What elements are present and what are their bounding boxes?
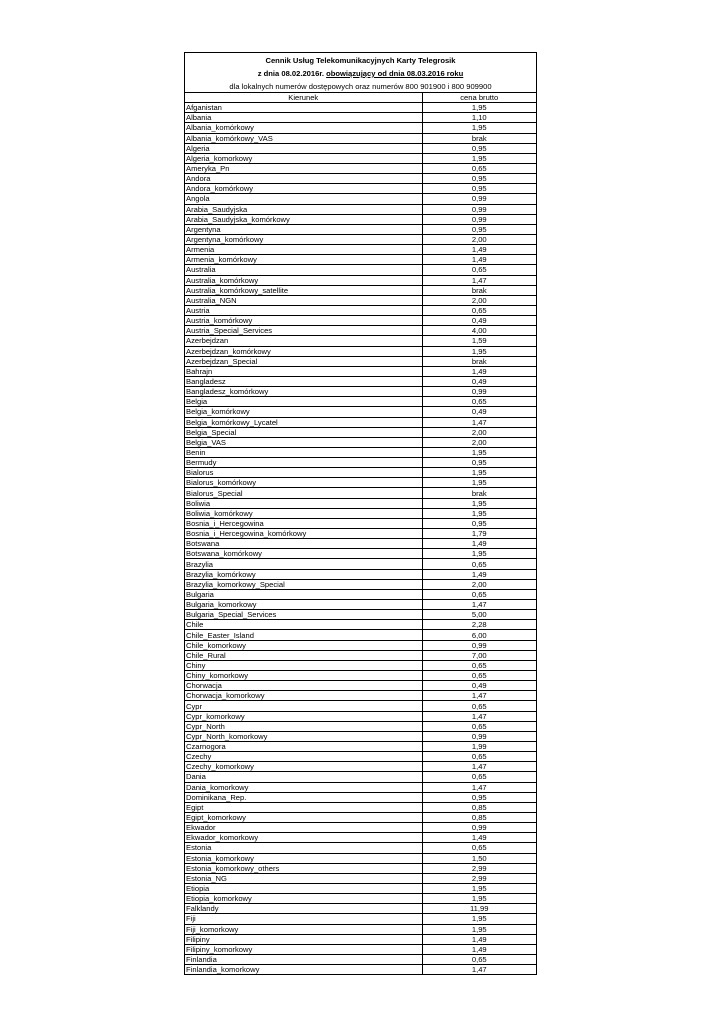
direction-cell: Algeria_komorkowy: [185, 153, 422, 163]
table-row: [185, 336, 536, 346]
direction-cell: Azerbejdzan_Special: [185, 356, 422, 366]
price-cell: 0,65: [422, 589, 536, 599]
table-row: [185, 397, 536, 407]
direction-cell: Arabia_Saudyjska: [185, 204, 422, 214]
direction-cell: Falklandy: [185, 904, 422, 914]
table-row: [185, 468, 536, 478]
price-cell: 1,47: [422, 711, 536, 721]
table-row: [185, 143, 536, 153]
price-cell: 0,65: [422, 559, 536, 569]
table-row: [185, 924, 536, 934]
direction-cell: Bosnia_i_Hercegowina_komórkowy: [185, 529, 422, 539]
price-cell: 2,00: [422, 579, 536, 589]
table-row: [185, 691, 536, 701]
direction-cell: Arabia_Saudyjska_komórkowy: [185, 214, 422, 224]
price-cell: 2,00: [422, 427, 536, 437]
direction-cell: Egipt_komorkowy: [185, 812, 422, 822]
document-title: Cennik Usług Telekomunikacyjnych Karty Telegrosik: [265, 56, 456, 65]
direction-cell: Australia_NGN: [185, 295, 422, 305]
table-row: [185, 478, 536, 488]
price-cell: 0,49: [422, 316, 536, 326]
price-cell: 1,95: [422, 549, 536, 559]
table-row: [185, 447, 536, 457]
table-row: [185, 965, 536, 975]
table-row: [185, 944, 536, 954]
table-row: [185, 823, 536, 833]
direction-cell: Chorwacja: [185, 681, 422, 691]
price-cell: 1,95: [422, 883, 536, 893]
table-row: [185, 103, 536, 113]
effective-date: obowiązujący od dnia 08.03.2016 roku: [326, 69, 464, 78]
table-row: [185, 153, 536, 163]
direction-cell: Ameryka_Pn: [185, 163, 422, 173]
price-cell: 1,59: [422, 336, 536, 346]
direction-cell: Boliwia_komórkowy: [185, 508, 422, 518]
direction-cell: Estonia_komorkowy: [185, 853, 422, 863]
table-row: [185, 518, 536, 528]
document-subtitle: dla lokalnych numerów dostępowych oraz numerów 800 901900 i 800 909900: [185, 79, 536, 93]
price-cell: 4,00: [422, 326, 536, 336]
table-row: [185, 508, 536, 518]
price-cell: 0,99: [422, 194, 536, 204]
table-row: [185, 853, 536, 863]
price-cell: 0,99: [422, 640, 536, 650]
direction-cell: Czechy: [185, 752, 422, 762]
table-row: [185, 630, 536, 640]
table-row: [185, 316, 536, 326]
table-row: [185, 640, 536, 650]
table-row: [185, 772, 536, 782]
price-cell: 0,95: [422, 518, 536, 528]
table-row: [185, 620, 536, 630]
price-table-body: [185, 103, 536, 975]
price-cell: 11,99: [422, 904, 536, 914]
table-row: [185, 610, 536, 620]
table-row: [185, 954, 536, 964]
direction-cell: Etiopia: [185, 883, 422, 893]
direction-cell: Estonia_komorkowy_others: [185, 863, 422, 873]
price-cell: 1,95: [422, 153, 536, 163]
price-cell: 0,95: [422, 792, 536, 802]
price-cell: 0,65: [422, 843, 536, 853]
price-cell: 0,65: [422, 954, 536, 964]
table-row: [185, 904, 536, 914]
direction-cell: Filipiny_komorkowy: [185, 944, 422, 954]
table-row: [185, 458, 536, 468]
table-row: [185, 559, 536, 569]
direction-cell: Australia_komórkowy: [185, 275, 422, 285]
table-row: [185, 326, 536, 336]
table-row: [185, 204, 536, 214]
direction-cell: Dania_komorkowy: [185, 782, 422, 792]
direction-cell: Cypr_North: [185, 721, 422, 731]
table-row: [185, 934, 536, 944]
direction-cell: Estonia: [185, 843, 422, 853]
price-cell: 1,49: [422, 245, 536, 255]
table-row: [185, 245, 536, 255]
price-cell: 1,47: [422, 762, 536, 772]
price-cell: 0,65: [422, 721, 536, 731]
price-cell: 1,47: [422, 691, 536, 701]
table-row: [185, 234, 536, 244]
price-cell: 1,95: [422, 914, 536, 924]
direction-cell: Belgia_VAS: [185, 437, 422, 447]
price-cell: 0,65: [422, 265, 536, 275]
price-cell: brak: [422, 133, 536, 143]
price-cell: 0,95: [422, 143, 536, 153]
direction-cell: Azerbejdzan: [185, 336, 422, 346]
price-cell: 2,00: [422, 295, 536, 305]
price-cell: 1,47: [422, 965, 536, 975]
table-row: [185, 184, 536, 194]
table-row: [185, 224, 536, 234]
price-cell: 1,49: [422, 833, 536, 843]
table-row: [185, 569, 536, 579]
direction-cell: Bialorus_Special: [185, 488, 422, 498]
direction-cell: Cypr: [185, 701, 422, 711]
direction-cell: Cypr_North_komorkowy: [185, 731, 422, 741]
table-row: [185, 843, 536, 853]
price-cell: 0,65: [422, 660, 536, 670]
price-cell: 1,95: [422, 447, 536, 457]
direction-cell: Brazylia_komorkowy_Special: [185, 579, 422, 589]
price-cell: 0,65: [422, 163, 536, 173]
price-cell: 1,10: [422, 113, 536, 123]
table-row: [185, 671, 536, 681]
table-row: [185, 488, 536, 498]
direction-cell: Bulgaria_komorkowy: [185, 600, 422, 610]
direction-cell: Algeria: [185, 143, 422, 153]
direction-cell: Estonia_NG: [185, 873, 422, 883]
price-cell: 1,79: [422, 529, 536, 539]
table-row: [185, 731, 536, 741]
direction-cell: Austria_komórkowy: [185, 316, 422, 326]
table-row: [185, 549, 536, 559]
table-row: [185, 752, 536, 762]
direction-cell: Andora_komórkowy: [185, 184, 422, 194]
direction-cell: Czechy_komorkowy: [185, 762, 422, 772]
price-cell: 0,95: [422, 458, 536, 468]
table-row: [185, 660, 536, 670]
direction-cell: Albania: [185, 113, 422, 123]
direction-cell: Bahrajn: [185, 366, 422, 376]
price-cell: 2,00: [422, 437, 536, 447]
table-row: [185, 579, 536, 589]
table-row: [185, 387, 536, 397]
price-cell: 0,99: [422, 214, 536, 224]
direction-cell: Fiji_komorkowy: [185, 924, 422, 934]
price-cell: 0,49: [422, 376, 536, 386]
direction-cell: Ekwador: [185, 823, 422, 833]
table-row: [185, 812, 536, 822]
price-cell: 1,49: [422, 944, 536, 954]
direction-cell: Azerbejdzan_komórkowy: [185, 346, 422, 356]
price-cell: 0,95: [422, 224, 536, 234]
table-row: [185, 376, 536, 386]
direction-cell: Belgia_Special: [185, 427, 422, 437]
direction-cell: Afganistan: [185, 103, 422, 113]
direction-cell: Argentyna_komórkowy: [185, 234, 422, 244]
table-row: [185, 255, 536, 265]
direction-cell: Bangladesz: [185, 376, 422, 386]
direction-cell: Bialorus: [185, 468, 422, 478]
direction-cell: Chiny_komorkowy: [185, 671, 422, 681]
price-cell: 1,49: [422, 255, 536, 265]
direction-cell: Argentyna: [185, 224, 422, 234]
direction-cell: Belgia: [185, 397, 422, 407]
price-cell: 1,95: [422, 123, 536, 133]
price-cell: 1,47: [422, 417, 536, 427]
price-cell: 1,47: [422, 275, 536, 285]
table-row: [185, 742, 536, 752]
direction-cell: Chile_Easter_Island: [185, 630, 422, 640]
table-row: [185, 762, 536, 772]
direction-cell: Dominikana_Rep.: [185, 792, 422, 802]
table-row: [185, 894, 536, 904]
table-row: [185, 721, 536, 731]
direction-cell: Austria: [185, 305, 422, 315]
price-cell: 1,95: [422, 508, 536, 518]
price-cell: 0,65: [422, 701, 536, 711]
table-row: [185, 174, 536, 184]
direction-cell: Czarnogora: [185, 742, 422, 752]
price-cell: 1,49: [422, 934, 536, 944]
price-cell: 0,99: [422, 823, 536, 833]
price-cell: 1,99: [422, 742, 536, 752]
direction-cell: Benin: [185, 447, 422, 457]
direction-cell: Etiopia_komorkowy: [185, 894, 422, 904]
table-row: [185, 498, 536, 508]
direction-cell: Finlandia_komorkowy: [185, 965, 422, 975]
table-row: [185, 295, 536, 305]
direction-cell: Bulgaria_Special_Services: [185, 610, 422, 620]
direction-cell: Chile_Rural: [185, 650, 422, 660]
table-row: [185, 539, 536, 549]
price-cell: 0,49: [422, 681, 536, 691]
price-cell: 1,47: [422, 782, 536, 792]
table-row: [185, 194, 536, 204]
price-cell: 6,00: [422, 630, 536, 640]
direction-cell: Chile_komorkowy: [185, 640, 422, 650]
table-row: [185, 650, 536, 660]
table-row: [185, 417, 536, 427]
price-list-sheet: [184, 52, 537, 975]
table-row: [185, 802, 536, 812]
price-cell: 0,65: [422, 397, 536, 407]
direction-cell: Bulgaria: [185, 589, 422, 599]
price-cell: 1,47: [422, 600, 536, 610]
column-header-price: cena brutto: [460, 93, 499, 103]
price-cell: 0,65: [422, 752, 536, 762]
table-row: [185, 133, 536, 143]
direction-cell: Bosnia_i_Hercegowina: [185, 518, 422, 528]
direction-cell: Filipiny: [185, 934, 422, 944]
direction-cell: Brazylia: [185, 559, 422, 569]
price-cell: 1,95: [422, 468, 536, 478]
direction-cell: Chiny: [185, 660, 422, 670]
direction-cell: Fiji: [185, 914, 422, 924]
direction-cell: Austria_Special_Services: [185, 326, 422, 336]
table-row: [185, 366, 536, 376]
table-row: [185, 782, 536, 792]
price-cell: 0,65: [422, 305, 536, 315]
table-row: [185, 285, 536, 295]
table-row: [185, 600, 536, 610]
price-cell: 2,00: [422, 234, 536, 244]
direction-cell: Belgia_komórkowy_Lycatel: [185, 417, 422, 427]
table-row: [185, 346, 536, 356]
table-row: [185, 305, 536, 315]
direction-cell: Angola: [185, 194, 422, 204]
table-row: [185, 711, 536, 721]
price-cell: 0,49: [422, 407, 536, 417]
column-header-direction: Kierunek: [185, 93, 422, 103]
price-cell: 1,50: [422, 853, 536, 863]
price-cell: 0,85: [422, 802, 536, 812]
table-header-row: [185, 93, 536, 103]
price-cell: 2,28: [422, 620, 536, 630]
table-row: [185, 792, 536, 802]
table-row: [185, 873, 536, 883]
direction-cell: Chile: [185, 620, 422, 630]
table-row: [185, 214, 536, 224]
direction-cell: Ekwador_komorkowy: [185, 833, 422, 843]
price-cell: 1,95: [422, 894, 536, 904]
table-row: [185, 914, 536, 924]
price-cell: 1,49: [422, 539, 536, 549]
direction-cell: Belgia_komórkowy: [185, 407, 422, 417]
price-cell: 0,99: [422, 387, 536, 397]
price-cell: brak: [422, 488, 536, 498]
table-row: [185, 883, 536, 893]
table-row: [185, 427, 536, 437]
direction-cell: Albania_komórkowy_VAS: [185, 133, 422, 143]
price-cell: 1,95: [422, 103, 536, 113]
price-cell: 2,99: [422, 873, 536, 883]
price-cell: 1,95: [422, 498, 536, 508]
price-cell: 1,95: [422, 478, 536, 488]
direction-cell: Botswana: [185, 539, 422, 549]
table-row: [185, 833, 536, 843]
table-row: [185, 681, 536, 691]
direction-cell: Bermudy: [185, 458, 422, 468]
price-cell: 0,65: [422, 772, 536, 782]
direction-cell: Australia: [185, 265, 422, 275]
price-cell: 7,00: [422, 650, 536, 660]
price-cell: 1,95: [422, 924, 536, 934]
document-date-line: [185, 66, 536, 79]
price-cell: brak: [422, 356, 536, 366]
price-cell: 0,95: [422, 174, 536, 184]
price-cell: 1,49: [422, 366, 536, 376]
direction-cell: Cypr_komorkowy: [185, 711, 422, 721]
table-row: [185, 701, 536, 711]
direction-cell: Finlandia: [185, 954, 422, 964]
table-row: [185, 113, 536, 123]
direction-cell: Chorwacja_komorkowy: [185, 691, 422, 701]
table-row: [185, 163, 536, 173]
price-cell: 1,49: [422, 569, 536, 579]
table-row: [185, 123, 536, 133]
direction-cell: Armenia: [185, 245, 422, 255]
price-cell: brak: [422, 285, 536, 295]
price-cell: 5,00: [422, 610, 536, 620]
table-row: [185, 275, 536, 285]
direction-cell: Botswana_komórkowy: [185, 549, 422, 559]
direction-cell: Brazylia_komórkowy: [185, 569, 422, 579]
table-row: [185, 265, 536, 275]
direction-cell: Albania_komórkowy: [185, 123, 422, 133]
price-cell: 2,99: [422, 863, 536, 873]
date-prefix: z dnia 08.02.2016r.: [257, 69, 327, 78]
price-table: [185, 93, 536, 974]
price-cell: 0,65: [422, 671, 536, 681]
direction-cell: Egipt: [185, 802, 422, 812]
table-row: [185, 863, 536, 873]
price-cell: 1,95: [422, 346, 536, 356]
table-row: [185, 589, 536, 599]
table-row: [185, 356, 536, 366]
direction-cell: Bialorus_komórkowy: [185, 478, 422, 488]
direction-cell: Boliwia: [185, 498, 422, 508]
direction-cell: Armenia_komórkowy: [185, 255, 422, 265]
direction-cell: Dania: [185, 772, 422, 782]
price-cell: 0,85: [422, 812, 536, 822]
price-cell: 0,99: [422, 731, 536, 741]
table-row: [185, 437, 536, 447]
table-row: [185, 407, 536, 417]
price-cell: 0,95: [422, 184, 536, 194]
price-cell: 0,99: [422, 204, 536, 214]
direction-cell: Bangladesz_komórkowy: [185, 387, 422, 397]
direction-cell: Andora: [185, 174, 422, 184]
direction-cell: Australia_komórkowy_satellite: [185, 285, 422, 295]
table-row: [185, 529, 536, 539]
